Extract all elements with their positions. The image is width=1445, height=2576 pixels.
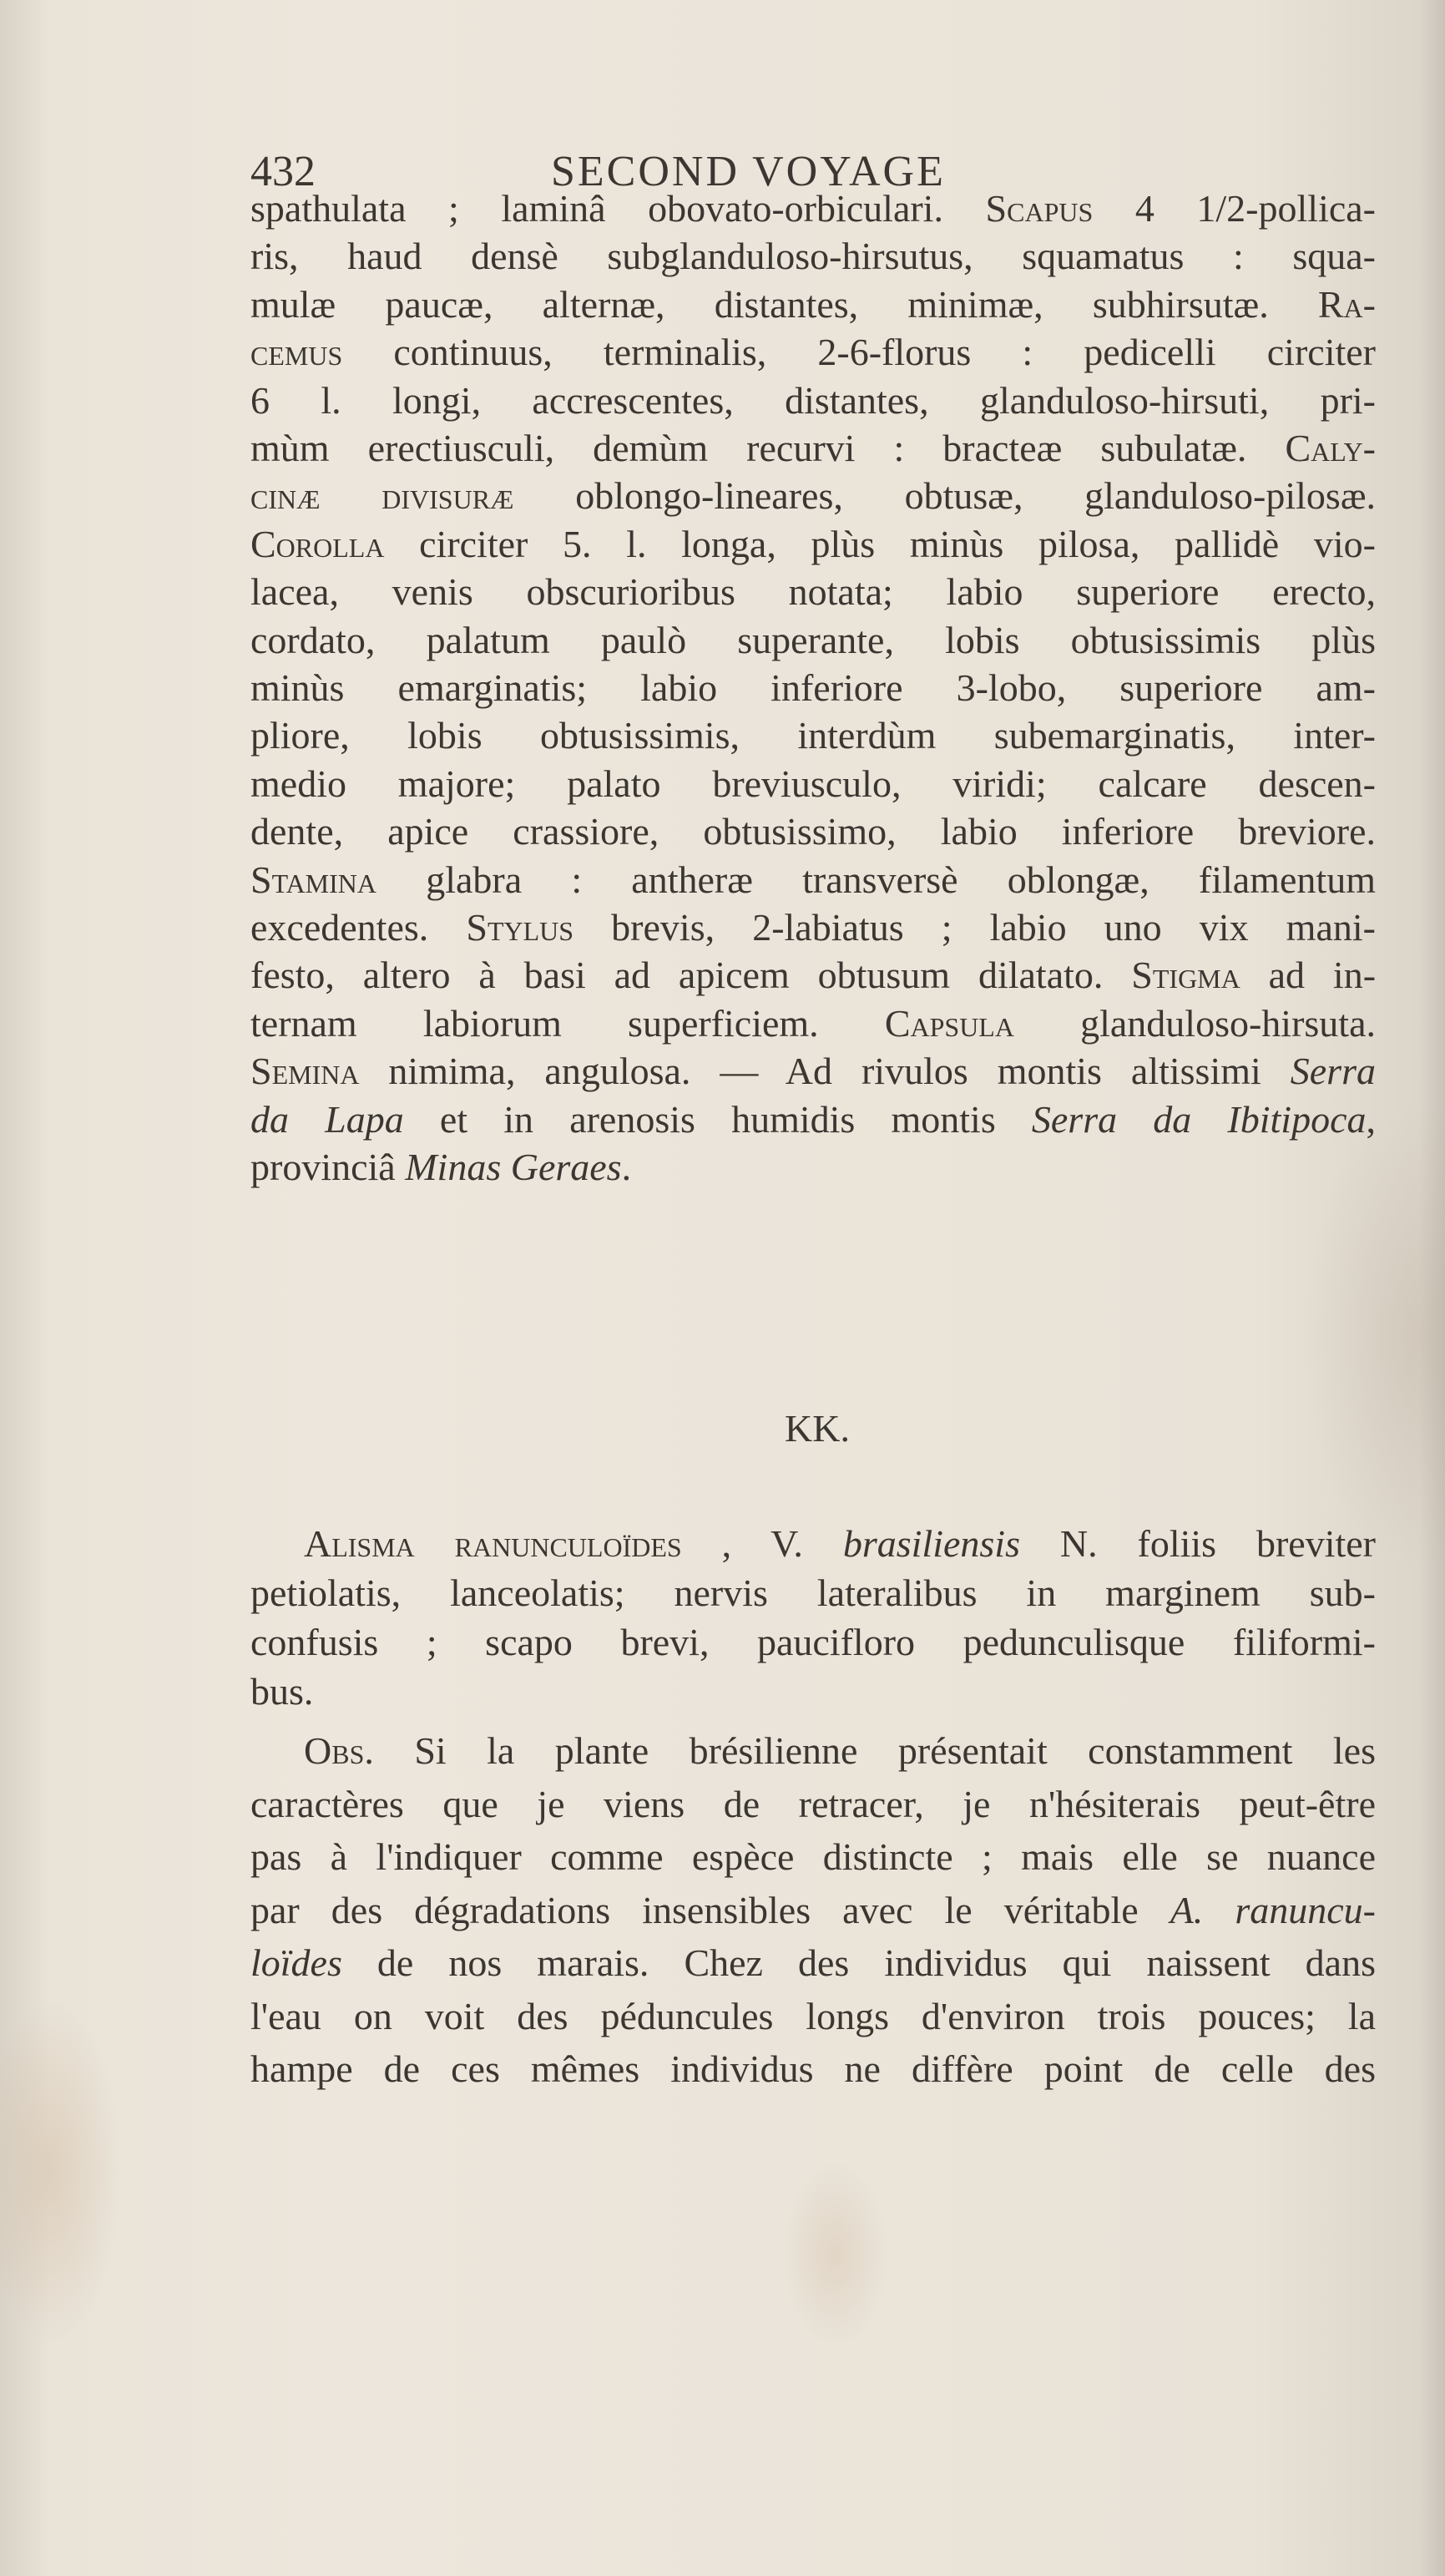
text-run: dente, apice crassiore, obtusissimo, labio inferiore breviore. [250,810,1376,853]
text-line [250,1568,1376,1618]
text-run: de nos marais. Chez des individus qui naissent dans [341,1941,1376,1984]
small-caps-term: Scapus [985,187,1094,230]
text-run: oblongo-lineares, obtusæ, glanduloso-pilosæ. [513,474,1376,518]
text-line [250,1095,1376,1145]
text-run: , [1366,1097,1376,1141]
text-run: par des dégradations insensibles avec le véritable [250,1888,1170,1931]
text-run: ternam labiorum superficiem. [250,1001,885,1045]
small-caps-term: Stamina [250,858,377,901]
text-line [304,1519,1376,1569]
text-run: glanduloso-hirsuta. [1013,1001,1376,1045]
text-run: confusis ; scapo brevi, paucifloro pedunculisque filiformi- [250,1621,1376,1663]
text-line [250,1885,1376,1936]
text-run: ad in- [1240,954,1377,997]
text-line [250,999,1376,1049]
small-caps-term: Capsula [884,1001,1014,1045]
text-run: glabra : antheræ transversè oblongæ, filamentum [376,858,1376,901]
text-run: N. foliis breviter [1020,1522,1376,1565]
text-run: brevis, 2-labiatus ; labio uno vix mani- [573,906,1376,949]
text-run: hampe de ces mêmes individus ne diffère point de celle des [250,2047,1376,2090]
text-line [250,280,1376,330]
italic-term: Serra da Ibitipoca [1031,1097,1367,1141]
text-line [250,1779,1376,1830]
text-line [250,423,1376,473]
small-caps-term: cemus [250,331,343,374]
text-line [250,759,1376,809]
text-line [250,663,1376,713]
page-number: 432 [250,148,316,195]
text-line [250,2044,1376,2094]
text-run: bus. [250,1670,314,1713]
text-line [250,567,1376,617]
text-run: minùs emarginatis; labio inferiore 3-lobo, superiore am- [250,666,1376,709]
small-caps-term: Corolla [250,522,385,565]
small-caps-term: Stigma [1131,954,1240,997]
text-line [250,471,1376,521]
text-line [304,1726,1376,1776]
text-run: et in arenosis humidis montis [403,1097,1032,1141]
text-line [250,903,1376,953]
text-run: provinciâ [250,1146,406,1188]
text-run: l'eau on voit des péduncules longs d'environ trois pouces; la [250,1994,1376,2037]
text-run: mulæ paucæ, alternæ, distantes, minimæ, subhirsutæ. [250,282,1318,326]
text-run: Si la plante brésilienne présentait constamment les [373,1729,1376,1772]
text-run: petiolatis, lanceolatis; nervis lateralibus in marginem sub- [250,1571,1376,1614]
text-line [250,1142,1376,1192]
running-title: SECOND VOYAGE [551,148,946,195]
italic-term: brasiliensis [842,1522,1020,1565]
text-run: medio majore; palato breviusculo, viridi; calcare descen- [250,762,1376,805]
text-line [250,1667,1376,1717]
text-run: continuus, terminalis, 2-6-florus : pedicelli circiter [342,331,1376,374]
text-run: lacea, venis obscurioribus notata; labio superiore erecto, [250,570,1376,614]
text-run: cordato, palatum paulò superante, lobis obtusissimis plùs [250,618,1376,661]
text-run: pas à l'indiquer comme espèce distincte ; mais elle se nuance [250,1835,1376,1878]
text-run: nimima, angulosa. — Ad rivulos montis altissimi [359,1050,1291,1093]
italic-term: loïdes [250,1941,342,1984]
small-caps-term: Stylus [466,906,574,949]
text-line [250,711,1376,761]
small-caps-term: cinæ divisuræ [250,474,514,518]
text-line [250,184,1376,234]
text-line [250,1991,1376,2042]
small-caps-term: Semina [250,1050,360,1093]
text-line [250,327,1376,377]
italic-term: da Lapa [250,1097,404,1141]
text-run: excedentes. [250,906,467,949]
text-run: spathulata ; laminâ obovato-orbiculari. [250,187,986,230]
text-line [250,855,1376,905]
text-run: , V. [681,1522,843,1565]
text-run: caractères que je viens de retracer, je n'hésiterais peut-être [250,1782,1376,1825]
small-caps-term: Caly- [1285,427,1376,469]
text-run: mùm erectiusculi, demùm recurvi : bracteæ subulatæ. [250,427,1286,469]
text-line [250,231,1376,281]
text-line [250,950,1376,1000]
small-caps-term: Obs. [304,1729,374,1772]
text-line [250,1046,1376,1096]
text-run: . [621,1146,632,1188]
text-run: ris, haud densè subglanduloso-hirsutus, squamatus : squa- [250,235,1376,278]
small-caps-term: Ra- [1317,282,1376,326]
italic-term: Serra [1290,1050,1376,1093]
text-line [250,1832,1376,1882]
italic-term: A. ranuncu- [1170,1888,1376,1931]
text-line [250,807,1376,857]
text-run: circiter 5. l. longa, plùs minùs pilosa, pallidè vio- [384,522,1376,565]
text-line [250,376,1376,426]
text-line [250,1938,1376,1988]
text-line [250,519,1376,569]
small-caps-term: Alisma ranunculoïdes [304,1522,682,1565]
text-run: pliore, lobis obtusissimis, interdùm subemarginatis, inter- [250,714,1376,757]
text-line [250,1617,1376,1668]
section-mark: KK. [785,1407,850,1450]
text-line [250,615,1376,666]
italic-term: Minas Geraes [405,1146,622,1188]
text-run: festo, altero à basi ad apicem obtusum dilatato. [250,954,1132,997]
text-run: 6 l. longi, accrescentes, distantes, glanduloso-hirsuti, pri- [250,378,1376,422]
text-run: 4 1/2-pollica- [1093,187,1376,230]
